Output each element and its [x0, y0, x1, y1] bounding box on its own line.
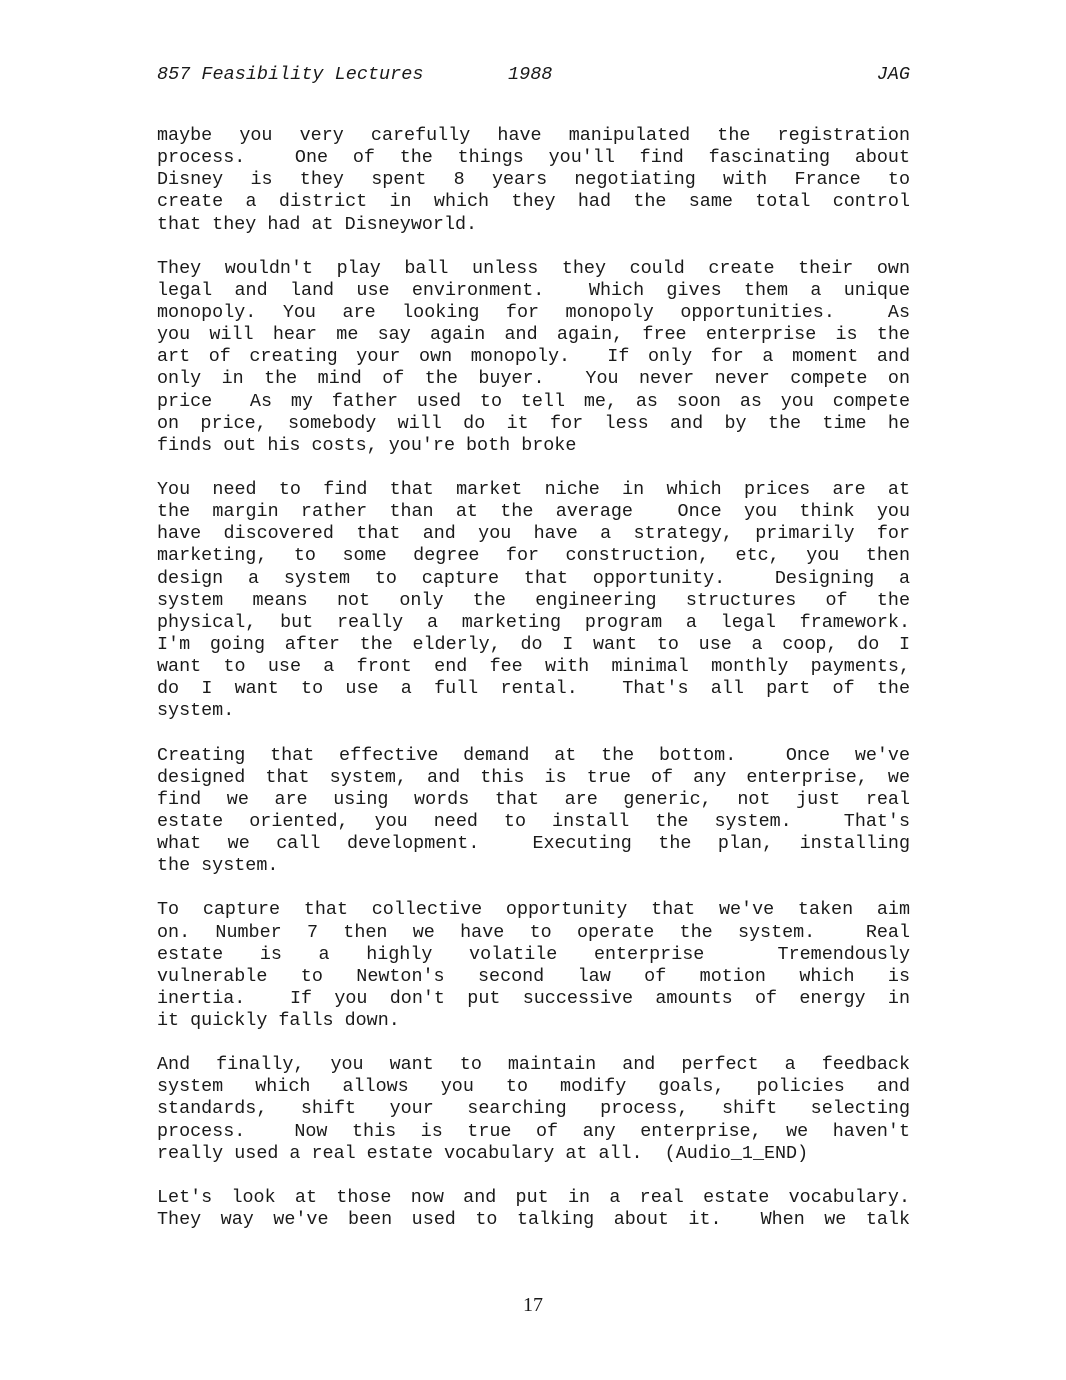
- text-line: Disney is they spent 8 years negotiating with France to: [157, 169, 910, 191]
- text-line: estate is a highly volatile enterprise Tremendously: [157, 943, 910, 965]
- text-line: To capture that collective opportunity that we've taken aim: [157, 899, 910, 921]
- text-line: find we are using words that are generic, not just real: [157, 788, 910, 810]
- text-line: legal and land use environment. Which gives them a unique: [157, 279, 910, 301]
- header-title: 857 Feasibility Lectures: [157, 64, 424, 85]
- text-line: Let's look at those now and put in a real estate vocabulary.: [157, 1186, 910, 1208]
- text-line: estate oriented, you need to install the system. That's: [157, 810, 910, 832]
- paragraph: [157, 899, 910, 1032]
- text-line: want to use a front end fee with minimal monthly payments,: [157, 656, 910, 678]
- text-line: the system.: [157, 855, 279, 877]
- paragraph: [157, 745, 910, 878]
- text-line: system.: [157, 700, 235, 722]
- text-line: art of creating your own monopoly. If only for a moment and: [157, 346, 910, 368]
- header-author: JAG: [876, 64, 910, 85]
- text-line: standards, shift your searching process, shift selecting: [157, 1098, 910, 1120]
- text-line: finds out his costs, you're both broke: [157, 434, 577, 456]
- text-line: on price, somebody will do it for less and by the time he: [157, 412, 910, 434]
- text-line: vulnerable to Newton's second law of motion which is: [157, 965, 910, 987]
- text-line: price As my father used to tell me, as soon as you compete: [157, 390, 910, 412]
- text-line: designed that system, and this is true of any enterprise, we: [157, 766, 910, 788]
- text-line: process. One of the things you'll find fascinating about: [157, 147, 910, 169]
- text-line: maybe you very carefully have manipulated the registration: [157, 125, 910, 146]
- page-header: [157, 62, 910, 88]
- text-line: system means not only the engineering structures of the: [157, 589, 910, 611]
- text-line: They wouldn't play ball unless they could create their own: [157, 257, 910, 279]
- header-year: 1988: [508, 64, 553, 85]
- text-line: you will hear me say again and again, free enterprise is the: [157, 324, 910, 346]
- text-line: have discovered that and you have a strategy, primarily for: [157, 523, 910, 545]
- text-line: on. Number 7 then we have to operate the system. Real: [157, 921, 910, 943]
- paragraph: [157, 1187, 910, 1231]
- text-line: system which allows you to modify goals, policies and: [157, 1076, 910, 1098]
- text-line: that they had at Disneyworld.: [157, 213, 478, 235]
- paragraph: [157, 479, 910, 723]
- text-line: do I want to use a full rental. That's all part of the: [157, 678, 910, 700]
- text-line: what we call development. Executing the plan, installing: [157, 833, 910, 855]
- text-line: monopoly. You are looking for monopoly opportunities. As: [157, 301, 910, 323]
- text-line: design a system to capture that opportunity. Designing a: [157, 567, 910, 589]
- text-line: Creating that effective demand at the bottom. Once we've: [157, 744, 910, 766]
- text-line: physical, but really a marketing program a legal framework.: [157, 611, 910, 633]
- paragraph: [157, 1054, 910, 1165]
- text-line: I'm going after the elderly, do I want to use a coop, do I: [157, 633, 910, 655]
- text-line: really used a real estate vocabulary at all. (Audio_1_END): [157, 1142, 809, 1164]
- text-line: And finally, you want to maintain and perfect a feedback: [157, 1054, 910, 1076]
- text-line: process. Now this is true of any enterprise, we haven't: [157, 1120, 910, 1142]
- text-line: the margin rather than at the average Once you think you: [157, 501, 910, 523]
- text-line: create a district in which they had the same total control: [157, 191, 910, 213]
- page-number: 17: [523, 1294, 543, 1316]
- paragraph: [157, 125, 910, 236]
- text-line: marketing, to some degree for construction, etc, you then: [157, 545, 910, 567]
- text-line: They way we've been used to talking about it. When we talk: [157, 1209, 910, 1231]
- paragraph: [157, 258, 910, 457]
- body-text: [157, 125, 910, 1253]
- text-line: it quickly falls down.: [157, 1010, 400, 1032]
- text-line: only in the mind of the buyer. You never never compete on: [157, 368, 910, 390]
- text-line: You need to find that market niche in which prices are at: [157, 478, 910, 500]
- text-line: inertia. If you don't put successive amounts of energy in: [157, 987, 910, 1009]
